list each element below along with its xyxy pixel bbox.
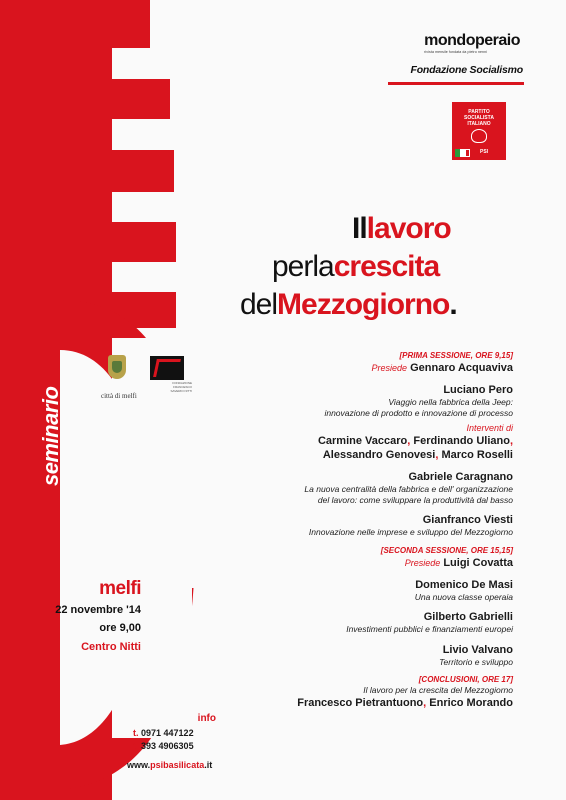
programme bbox=[213, 351, 513, 710]
speaker-name: Gabriele Caragnano bbox=[408, 471, 513, 483]
talk-title: Innovazione nelle imprese e sviluppo del Mezzogiorno bbox=[308, 527, 513, 537]
session-1-header: [PRIMA SESSIONE, ORE 9,15] bbox=[399, 351, 513, 360]
conclusions-header: [CONCLUSIONI, ORE 17] bbox=[418, 675, 513, 684]
mondoperaio-subtitle: rivista mensile fondata da pietro nenni bbox=[424, 50, 488, 54]
graphic-tooth-3 bbox=[112, 150, 174, 192]
phone-1 bbox=[133, 728, 194, 738]
mondoperaio-title: mondoperaio bbox=[424, 32, 520, 49]
psi-name: PARTITO SOCIALISTA ITALIANO bbox=[464, 109, 494, 127]
chair-label: Presiede bbox=[404, 557, 441, 568]
speaker-name: Alessandro Genovesi bbox=[322, 449, 436, 461]
nitti-foundation-label: FONDAZIONE FRANCESCO SAVERIO NITTI bbox=[170, 381, 192, 393]
seminario-label: seminario bbox=[38, 386, 63, 486]
speaker-name: Gianfranco Viesti bbox=[422, 514, 513, 526]
chair-label: Presiede bbox=[371, 363, 408, 373]
graphic-tooth-2 bbox=[112, 79, 170, 119]
event-place: Centro Nitti bbox=[81, 641, 141, 653]
talk-title: La nuova centralità della fabbrica e dell' organizzazione bbox=[304, 484, 513, 494]
melfi-crest-icon bbox=[108, 355, 126, 379]
title-word-mezzogiorno: Mezzogiorno bbox=[277, 288, 450, 321]
phone-2-number: 393 4906305 bbox=[141, 741, 194, 751]
title-line-1 bbox=[240, 210, 540, 248]
title-word-la: la bbox=[312, 250, 334, 283]
session-2-header: [SECONDA SESSIONE, ORE 15,15] bbox=[380, 545, 513, 555]
title-line-2 bbox=[240, 248, 540, 286]
graphic-tooth-1 bbox=[112, 0, 150, 48]
speaker-name: Enrico Morando bbox=[429, 696, 513, 709]
mondoperaio-logo bbox=[424, 32, 520, 54]
fondazione-socialismo-logo: Fondazione Socialismo bbox=[410, 64, 523, 76]
speaker-name: Ferdinando Uliano bbox=[413, 435, 510, 447]
speaker-name: Domenico De Masi bbox=[415, 578, 513, 591]
speaker-name: Carmine Vaccaro bbox=[317, 435, 408, 447]
conclusions-title: CONCLUSIONI, ORE 17 bbox=[421, 675, 511, 684]
main-title bbox=[240, 210, 540, 324]
website-link[interactable] bbox=[127, 760, 212, 770]
title-word-per: per bbox=[272, 250, 313, 283]
title-word-il: Il bbox=[352, 212, 367, 245]
phone-1-key: t. bbox=[133, 728, 139, 738]
interventions-line-2: Alessandro Genovesi, Marco Roselli bbox=[322, 449, 513, 461]
title-line-3 bbox=[240, 286, 540, 324]
talk-title: Investimenti pubblici e finanziamenti europei bbox=[346, 624, 513, 634]
event-city: melfi bbox=[99, 578, 141, 599]
graphic-tooth-4 bbox=[112, 222, 176, 262]
session-2-chair bbox=[213, 556, 513, 570]
melfi-city-label: città di melfi bbox=[101, 392, 137, 400]
speaker-name: Gilberto Gabrielli bbox=[423, 611, 513, 623]
talk-title: Territorio e sviluppo bbox=[439, 656, 513, 667]
title-word-crescita: crescita bbox=[333, 250, 440, 283]
italian-flag-icon bbox=[455, 149, 471, 157]
chair-name: Luigi Covatta bbox=[443, 556, 513, 569]
speaker-name: Francesco Pietrantuono bbox=[297, 696, 424, 709]
rose-icon bbox=[471, 129, 487, 143]
chair-name: Gennaro Acquaviva bbox=[410, 362, 513, 374]
phone-2 bbox=[133, 741, 194, 751]
speaker-name: Marco Roselli bbox=[441, 449, 513, 461]
speaker-name: Livio Valvano bbox=[442, 643, 513, 656]
website-domain: psibasilicata bbox=[150, 760, 205, 770]
psi-short: PSI bbox=[480, 149, 489, 155]
interventions-label: Interventi di bbox=[466, 423, 513, 433]
event-date: 22 novembre '14 bbox=[55, 604, 141, 616]
website-tld: .it bbox=[204, 760, 213, 770]
talk-title: del lavoro: come sviluppare la produttività dal basso bbox=[317, 494, 513, 505]
talk-title: Il lavoro per la crescita del Mezzogiorno bbox=[363, 685, 513, 695]
talk-title: Una nuova classe operaia bbox=[414, 591, 513, 602]
event-time: ore 9,00 bbox=[99, 622, 141, 634]
website-prefix: www. bbox=[127, 760, 151, 770]
title-period: . bbox=[449, 288, 457, 321]
speaker-name: Luciano Pero bbox=[443, 384, 513, 396]
psi-logo bbox=[452, 102, 506, 160]
title-word-lavoro: lavoro bbox=[366, 212, 451, 245]
info-label: info bbox=[197, 713, 216, 724]
talk-title: Viaggio nella fabbrica della Jeep: bbox=[388, 397, 513, 407]
session-2-title: SECONDA SESSIONE, ORE 15,15 bbox=[383, 545, 511, 555]
session-1-title: PRIMA SESSIONE, ORE 9,15 bbox=[402, 351, 511, 360]
title-word-del: del bbox=[240, 288, 278, 321]
talk-title: innovazione di prodotto e innovazione di processo bbox=[324, 407, 513, 418]
conclusions-speakers: Francesco Pietrantuono, Enrico Morando bbox=[297, 696, 513, 709]
interventions-line-1: Carmine Vaccaro, Ferdinando Uliano, bbox=[317, 435, 513, 447]
phone-1-number: 0971 447122 bbox=[141, 728, 194, 738]
nitti-foundation-logo bbox=[150, 356, 184, 380]
fondazione-underline bbox=[388, 82, 524, 85]
session-1-chair bbox=[213, 361, 513, 375]
phone-2-key: t. bbox=[133, 741, 139, 751]
